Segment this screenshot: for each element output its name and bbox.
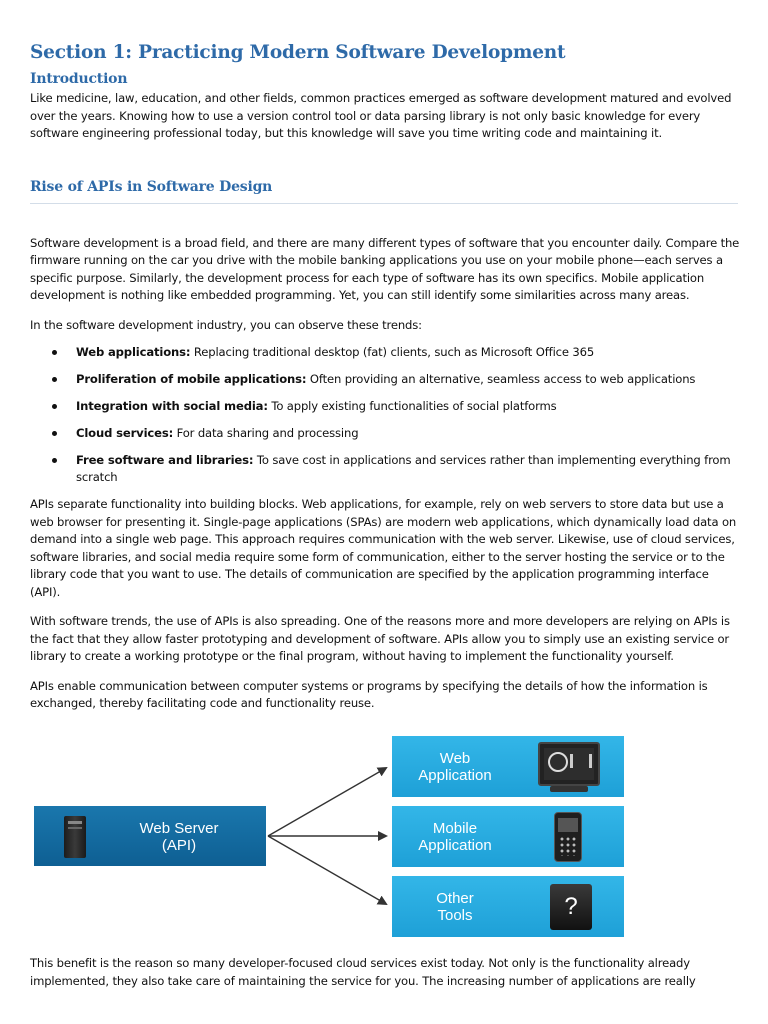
trend-text: For data sharing and processing [173, 426, 359, 440]
web-application-label: Web Application [418, 750, 492, 784]
paragraph-software-development: Software development is a broad field, and there are many different types of software that you encounter daily. Compare the firmware running on the car you drive with the mobile banking applications you use on your mobile phone—each serves a specific purpose. Similarly, the development process for each type of software has its own specifics. Mobile application development is nothing like embedded programming. Yet, you can still identify some similarities across many areas. [30, 235, 740, 302]
mobile-application-box [392, 806, 624, 867]
trend-term: Cloud services: [76, 426, 174, 440]
mobile-application-label: Mobile Application [418, 820, 492, 854]
monitor-icon [538, 742, 600, 786]
web-server-box [34, 806, 266, 866]
rise-heading: Rise of APIs in Software Design [30, 176, 738, 204]
trend-text: To apply existing functionalities of social platforms [267, 399, 557, 413]
trend-term: Proliferation of mobile applications: [76, 372, 307, 386]
bullet-icon [52, 377, 57, 382]
intro-heading: Introduction [30, 71, 128, 87]
list-item [30, 371, 742, 388]
trend-text: To save cost in applications and services rather than implementing everything from scratch [76, 453, 731, 484]
web-server-label: Web Server (API) [139, 820, 219, 854]
bullet-icon [52, 350, 57, 355]
trends-list [30, 344, 742, 486]
trend-term: Integration with social media: [76, 399, 268, 413]
paragraph-apis-communication: APIs enable communication between computer systems or programs by specifying the details of how the information is exchanged, thereby facilitating code and functionality reuse. [30, 678, 708, 710]
trend-term: Web applications: [76, 345, 191, 359]
intro-paragraph: Like medicine, law, education, and other fields, common practices emerged as software development matured and evolved over the years. Knowing how to use a version control tool or data parsing library is not only basic knowledge for every software engineering professional today, but this knowledge will save you time writing code and maintaining it. [30, 91, 732, 140]
mobile-phone-icon [554, 812, 582, 862]
server-icon [64, 816, 86, 858]
bullet-icon [52, 458, 57, 463]
other-tools-box [392, 876, 624, 937]
bullet-icon [52, 431, 57, 436]
trend-term: Free software and libraries: [76, 453, 254, 467]
paragraph-apis-building-blocks: APIs separate functionality into building blocks. Web applications, for example, rely on web servers to store data but use a web browser for presenting it. Single-page applications (SPAs) are modern web applications, which dynamically load data on demand into a single web page. This approach requires communication with the web server. Likewise, use of cloud services, software libraries, and social media require some form of communication, either to the server hosting the service or to the library code that you want to use. The details of communication are specified by the application programming interface (API). [30, 497, 737, 599]
question-box-icon: ? [550, 884, 592, 930]
arrow-to-web [268, 768, 386, 836]
trend-text: Often providing an alternative, seamless access to web applications [306, 372, 696, 386]
paragraph-benefit: This benefit is the reason so many developer-focused cloud services exist today. Not only is the functionality already implemented, they also take care of maintaining the service for you. The increasing number of applications are really [30, 956, 696, 988]
web-application-box [392, 736, 624, 797]
list-item [30, 452, 742, 486]
document-page [30, 40, 742, 713]
list-item [30, 344, 742, 361]
trend-text: Replacing traditional desktop (fat) clients, such as Microsoft Office 365 [190, 345, 595, 359]
bullet-icon [52, 404, 57, 409]
list-item [30, 398, 742, 415]
api-diagram [34, 736, 626, 936]
paragraph-apis-spreading: With software trends, the use of APIs is also spreading. One of the reasons more and more developers are relying on APIs is the fact that they allow faster prototyping and development of software. APIs allow you to simply use an existing service or library to create a working prototype or the final program, without having to implement the functionality yourself. [30, 614, 730, 663]
list-item [30, 425, 742, 442]
section-title: Section 1: Practicing Modern Software Development [30, 42, 566, 63]
arrow-to-other [268, 836, 386, 904]
other-tools-label: Other Tools [436, 890, 474, 924]
paragraph-trends-intro: In the software development industry, you can observe these trends: [30, 317, 422, 332]
